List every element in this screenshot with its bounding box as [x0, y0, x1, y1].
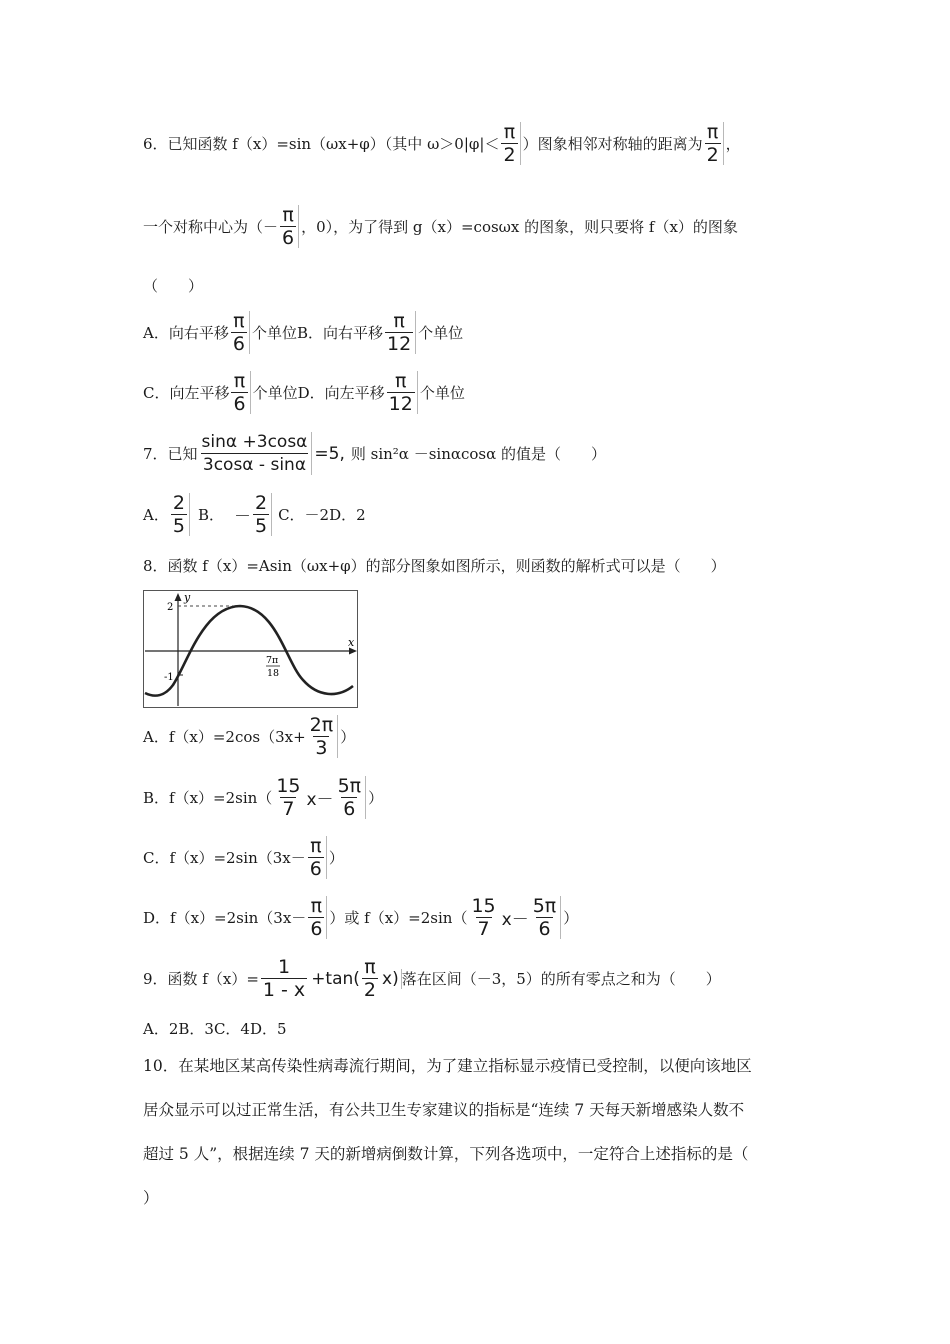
q8-option-d-text: D．f（x）=2sin（3x－	[143, 909, 307, 927]
q8-option-d-mid: ）或 f（x）=2sin（	[329, 909, 468, 927]
q7-option-b: B．	[197, 506, 224, 524]
q6-options-cd	[143, 371, 465, 414]
q7-ratio-frac: $\frac{\sin\alpha +3\cos\alpha}{3\cos\alpha - \sin\alpha}$	[200, 432, 313, 475]
q9-text-pre: 9．函数 f（x）=	[143, 970, 259, 988]
q8-option-c-frac: $\frac{\pi}{6}$	[308, 836, 327, 879]
q8-option-b-frac-1: $\frac{15}{7}$	[276, 775, 301, 820]
q6-option-a: A．向右平移	[143, 324, 229, 342]
q6-options-ab	[143, 311, 463, 354]
q8-graph-svg	[143, 590, 358, 708]
q10-line-4: ）	[143, 1189, 159, 1207]
q7-text-post: 则 sin²α －sinαcosα 的值是（ ）	[350, 445, 607, 463]
q6-option-c: C．向左平移	[143, 384, 230, 402]
q9-tan: +tan(	[311, 968, 360, 989]
q7-option-a-frac: $\frac{2}{5}$	[171, 493, 190, 536]
q8-tick-y-top: 2	[167, 602, 174, 613]
q8-option-a-text: A．f（x）=2cos（3x+	[143, 728, 306, 746]
q7-option-a: A．	[143, 506, 169, 524]
q7-options	[143, 493, 366, 536]
q8-option-b-text: B．f（x）=2sin（	[143, 789, 273, 807]
q6-line-3	[143, 275, 203, 296]
q9-frac-2: $\frac{\pi}{2}$	[363, 956, 377, 1001]
q6-frac-3: $\frac{\pi}{6}$	[280, 205, 299, 248]
q7-option-b-frac: $\frac{2}{5}$	[253, 493, 272, 536]
q8-tick-x-den: 18	[267, 668, 280, 679]
q6-option-b: B．向右平移	[296, 324, 383, 342]
q6-option-b-unit: 个单位	[418, 324, 464, 342]
q9-options	[143, 1018, 287, 1039]
q6-option-c-unit: 个单位	[252, 384, 298, 402]
q8-option-d-mid2: x－	[501, 910, 529, 930]
q8-option-c-close: ）	[328, 849, 344, 867]
q9-options-text: A．2B．3C．4D．5	[143, 1020, 287, 1038]
q8-tick-x-num: 7π	[266, 655, 279, 666]
q10-line-2: 居众显示可以过正常生活，有公共卫生专家建议的指标是“连续 7 天每天新增感染人数不	[143, 1101, 745, 1119]
q6-text-2: ）图象相邻对称轴的距离为	[522, 135, 703, 153]
q6-text-5: ，0），为了得到 g（x）=cosωx 的图象，则只要将 f（x）的图象	[301, 218, 738, 236]
q6-text-3: ，	[725, 135, 741, 153]
q8-graph	[143, 590, 358, 708]
q6-paren: （ ）	[143, 277, 204, 295]
q9-frac-1: $\frac{1}{1 - x}$	[262, 956, 306, 1001]
q10-line-3: 超过 5 人”，根据连续 7 天的新增病倒数计算，下列各选项中，一定符合上述指标的是（	[143, 1145, 749, 1163]
q9-stem	[143, 957, 721, 1000]
q7-option-b-sign: －	[233, 507, 251, 527]
q7-text-pre: 7．已知	[143, 445, 198, 463]
q8-option-a	[143, 715, 355, 758]
q6-option-d-frac: $\frac{\pi}{12}$	[387, 371, 418, 414]
q7-option-d: D．2	[329, 506, 366, 524]
q8-x-label: x	[348, 636, 355, 649]
q8-option-b-mid: x－	[306, 790, 334, 810]
q6-frac-2: $\frac{\pi}{2}$	[705, 122, 724, 165]
q6-text-1: 6．已知函数 f（x）=sin（ωx+φ）（其中 ω＞0|φ|＜	[143, 135, 500, 153]
q6-line-2	[143, 205, 738, 248]
q6-option-b-frac: $\frac{\pi}{12}$	[385, 311, 416, 354]
q8-option-d-frac-1: $\frac{\pi}{6}$	[308, 896, 327, 939]
q6-option-d: D．向左平移	[297, 384, 385, 402]
q6-option-c-frac: $\frac{\pi}{6}$	[231, 371, 250, 414]
q6-option-a-unit: 个单位	[251, 324, 297, 342]
q8-y-label: y	[184, 591, 191, 604]
q8-option-b-frac-2: $\frac{5\pi}{6}$	[336, 776, 367, 819]
q8-option-b-close: ）	[368, 789, 384, 807]
q8-option-a-close: ）	[340, 728, 356, 746]
q8-option-d-close: ）	[563, 909, 579, 927]
q6-text-4: 一个对称中心为（－	[143, 218, 279, 236]
q8-option-d-frac-2: $\frac{15}{7}$	[471, 895, 496, 940]
q9-tan-close: x)	[382, 969, 402, 989]
q10-line-1: 10．在某地区某高传染性病毒流行期间，为了建立指标显示疫情已受控制，以便向该地区	[143, 1057, 752, 1075]
q8-stem-text: 8．函数 f（x）=Asin（ωx+φ）的部分图象如图所示，则函数的解析式可以是（ ）	[143, 557, 726, 575]
q7-equals: =5,	[314, 443, 345, 464]
q8-option-b	[143, 776, 383, 819]
q6-option-a-frac: $\frac{\pi}{6}$	[231, 311, 250, 354]
q8-option-d-frac-3: $\frac{5\pi}{6}$	[531, 896, 562, 939]
q6-option-d-unit: 个单位	[419, 384, 465, 402]
q7-stem	[143, 432, 606, 475]
q9-text-post: 落在区间（－3，5）的所有零点之和为（ ）	[401, 970, 721, 988]
q8-option-c-text: C．f（x）=2sin（3x－	[143, 849, 306, 867]
q6-line-1	[143, 122, 741, 165]
q8-option-a-frac: $\frac{2\pi}{3}$	[308, 715, 339, 758]
q8-stem	[143, 555, 726, 576]
q10-body	[143, 1050, 803, 1215]
q7-option-c: C．－2	[278, 506, 330, 524]
q6-frac-1: $\frac{\pi}{2}$	[501, 122, 520, 165]
q8-option-c	[143, 836, 344, 879]
q8-tick-y-bottom: -1	[164, 672, 174, 683]
q8-option-d	[143, 896, 578, 939]
